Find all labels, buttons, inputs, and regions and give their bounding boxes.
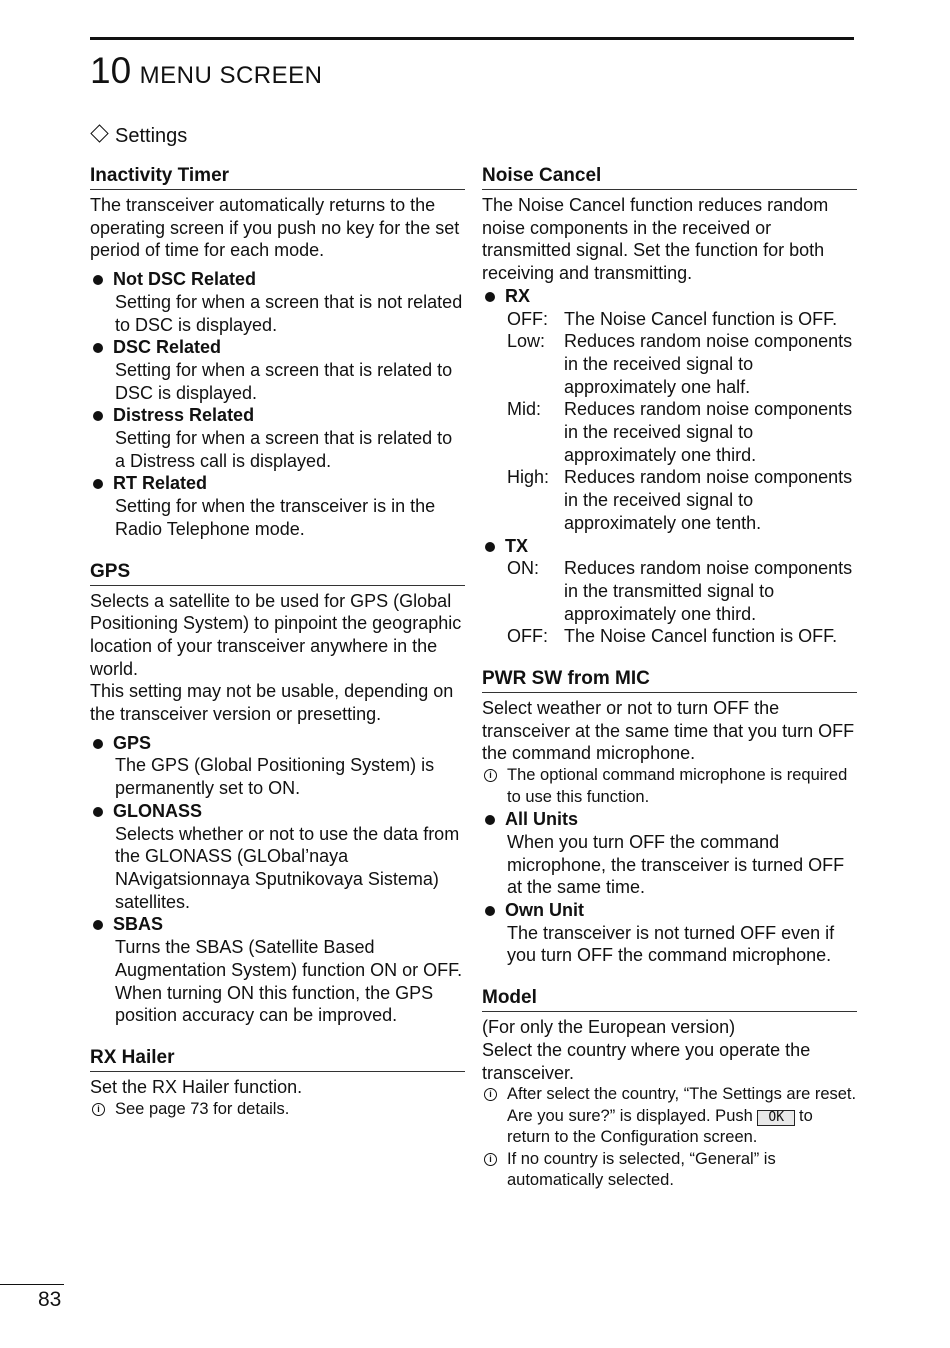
pwr-sw-section (482, 666, 857, 967)
item-label: SBAS (113, 914, 164, 935)
model-intro: (For only the European version) (482, 1017, 736, 1038)
item-label: TX (505, 535, 529, 556)
option-key: High: (507, 467, 550, 488)
diamond-icon (90, 124, 108, 142)
item-label: RX (505, 285, 531, 306)
option-key: Mid: (507, 399, 542, 420)
option-value: Reduces random noise components in the transmitted signal to approximately one third. (564, 558, 853, 624)
bullet-icon (93, 275, 103, 285)
model-intro-2: Select the country where you operate the transceiver. (482, 1039, 811, 1083)
option-key: OFF: (507, 308, 548, 329)
bullet-icon (485, 906, 495, 916)
info-icon: i (484, 1153, 497, 1166)
bullet-icon (93, 807, 103, 817)
item-label: GPS (113, 732, 152, 753)
option-value: The Noise Cancel function is OFF. (564, 626, 838, 647)
item-label: RT Related (113, 473, 208, 494)
note-text-continued: to return to the Configuration screen. (507, 1106, 813, 1147)
noise-cancel-section (482, 163, 857, 648)
item-label: Distress Related (113, 405, 255, 426)
note (482, 765, 857, 808)
list-item (482, 808, 857, 899)
option-row (482, 330, 857, 398)
option-value: Reduces random noise components in the received signal to approximately one tenth. (564, 467, 853, 533)
bullet-icon (93, 343, 103, 353)
gps-intro-note: This setting may not be usable, depending on the transceiver version or presetting. (90, 681, 454, 725)
item-description: Setting for when a screen that is related to DSC is displayed. (115, 359, 453, 403)
item-description: Selects whether or not to use the data from the GLONASS (GLObal’naya NAvigatsionnaya Sputnikovaya Sistema) satellites. (115, 823, 460, 912)
note (482, 1084, 857, 1149)
rx-hailer-intro: Set the RX Hailer function. (90, 1076, 303, 1097)
bullet-icon (93, 479, 103, 489)
note-text: See page 73 for details. (115, 1099, 290, 1118)
gps-heading: GPS (90, 559, 465, 586)
list-item (482, 535, 857, 558)
list-item (90, 268, 465, 336)
page-rule (0, 1284, 64, 1285)
item-description: The transceiver is not turned OFF even if you turn OFF the command microphone. (507, 922, 835, 966)
option-key: OFF: (507, 626, 548, 647)
rx-hailer-section (90, 1045, 465, 1120)
item-label: All Units (505, 809, 579, 830)
chapter-number: 10 (90, 50, 132, 91)
list-item (90, 913, 465, 1027)
ok-key: OK (757, 1110, 795, 1126)
option-value: The Noise Cancel function is OFF. (564, 308, 838, 329)
option-value: Reduces random noise components in the received signal to approximately one half. (564, 331, 853, 397)
bullet-icon (485, 542, 495, 552)
item-label: DSC Related (113, 337, 222, 358)
option-row (482, 466, 857, 534)
model-section (482, 985, 857, 1192)
item-description: The GPS (Global Positioning System) is permanently set to ON. (115, 755, 435, 799)
note-text: The optional command microphone is required to use this function. (507, 766, 848, 806)
item-description: When you turn OFF the command microphone, the transceiver is turned OFF at the same time. (507, 831, 845, 898)
item-label: Not DSC Related (113, 269, 257, 290)
option-row (482, 308, 857, 331)
chapter-title: MENU SCREEN (139, 62, 323, 89)
list-item (90, 404, 465, 472)
inactivity-timer-heading: Inactivity Timer (90, 163, 465, 190)
list-item (482, 899, 857, 967)
bullet-icon (485, 292, 495, 302)
section-title: Settings (115, 125, 188, 147)
item-label: GLONASS (113, 800, 203, 821)
option-key: ON: (507, 558, 540, 579)
gps-intro: Selects a satellite to be used for GPS (Global Positioning System) to pinpoint the geographic location of your transceiver anywhere in the world. (90, 590, 462, 679)
page-number: 83 (38, 1288, 62, 1311)
list-item (90, 472, 465, 540)
info-icon: i (92, 1103, 105, 1116)
left-column (90, 163, 465, 1138)
item-label: Own Unit (505, 899, 584, 920)
item-description: Setting for when the transceiver is in the Radio Telephone mode. (115, 496, 436, 539)
section-heading (90, 125, 187, 148)
top-rule (90, 37, 854, 40)
bullet-icon (485, 815, 495, 825)
item-description: Setting for when a screen that is related to a Distress call is displayed. (115, 428, 453, 471)
chapter-header (90, 50, 322, 92)
list-item (482, 285, 857, 308)
pwr-sw-heading: PWR SW from MIC (482, 666, 857, 693)
info-icon: i (484, 769, 497, 782)
bullet-icon (93, 411, 103, 421)
inactivity-timer-intro: The transceiver automatically returns to the operating screen if you push no key for the set period of time for each mode. (90, 195, 460, 261)
noise-cancel-heading: Noise Cancel (482, 163, 857, 190)
inactivity-timer-section (90, 163, 465, 541)
note-text: If no country is selected, “General” is automatically selected. (507, 1149, 776, 1190)
info-icon: i (484, 1088, 497, 1101)
note (90, 1099, 465, 1121)
bullet-icon (93, 920, 103, 930)
bullet-icon (93, 739, 103, 749)
note-text: After select the country, “The Settings are reset. Are you sure?” is displayed. Push (507, 1085, 857, 1125)
option-row (482, 398, 857, 466)
option-row (482, 625, 857, 648)
option-key: Low: (507, 331, 546, 352)
item-description: Turns the SBAS (Satellite Based Augmentation System) function ON or OFF. (115, 937, 463, 980)
list-item (90, 336, 465, 404)
item-description-extra: When turning ON this function, the GPS position accuracy can be improved. (115, 982, 434, 1026)
note (482, 1149, 857, 1192)
option-row (482, 557, 857, 625)
model-heading: Model (482, 985, 857, 1012)
pwr-sw-intro: Select weather or not to turn OFF the transceiver at the same time that you turn OFF the command microphone. (482, 698, 855, 764)
list-item (90, 800, 465, 914)
item-description: Setting for when a screen that is not related to DSC is displayed. (115, 291, 463, 335)
list-item (90, 732, 465, 800)
right-column (482, 163, 857, 1210)
gps-section (90, 559, 465, 1027)
rx-hailer-heading: RX Hailer (90, 1045, 465, 1072)
option-value: Reduces random noise components in the received signal to approximately one third. (564, 399, 853, 465)
noise-cancel-intro: The Noise Cancel function reduces random noise components in the received or transmitted signal. Set the function for both receiving and transmitting. (482, 195, 829, 284)
